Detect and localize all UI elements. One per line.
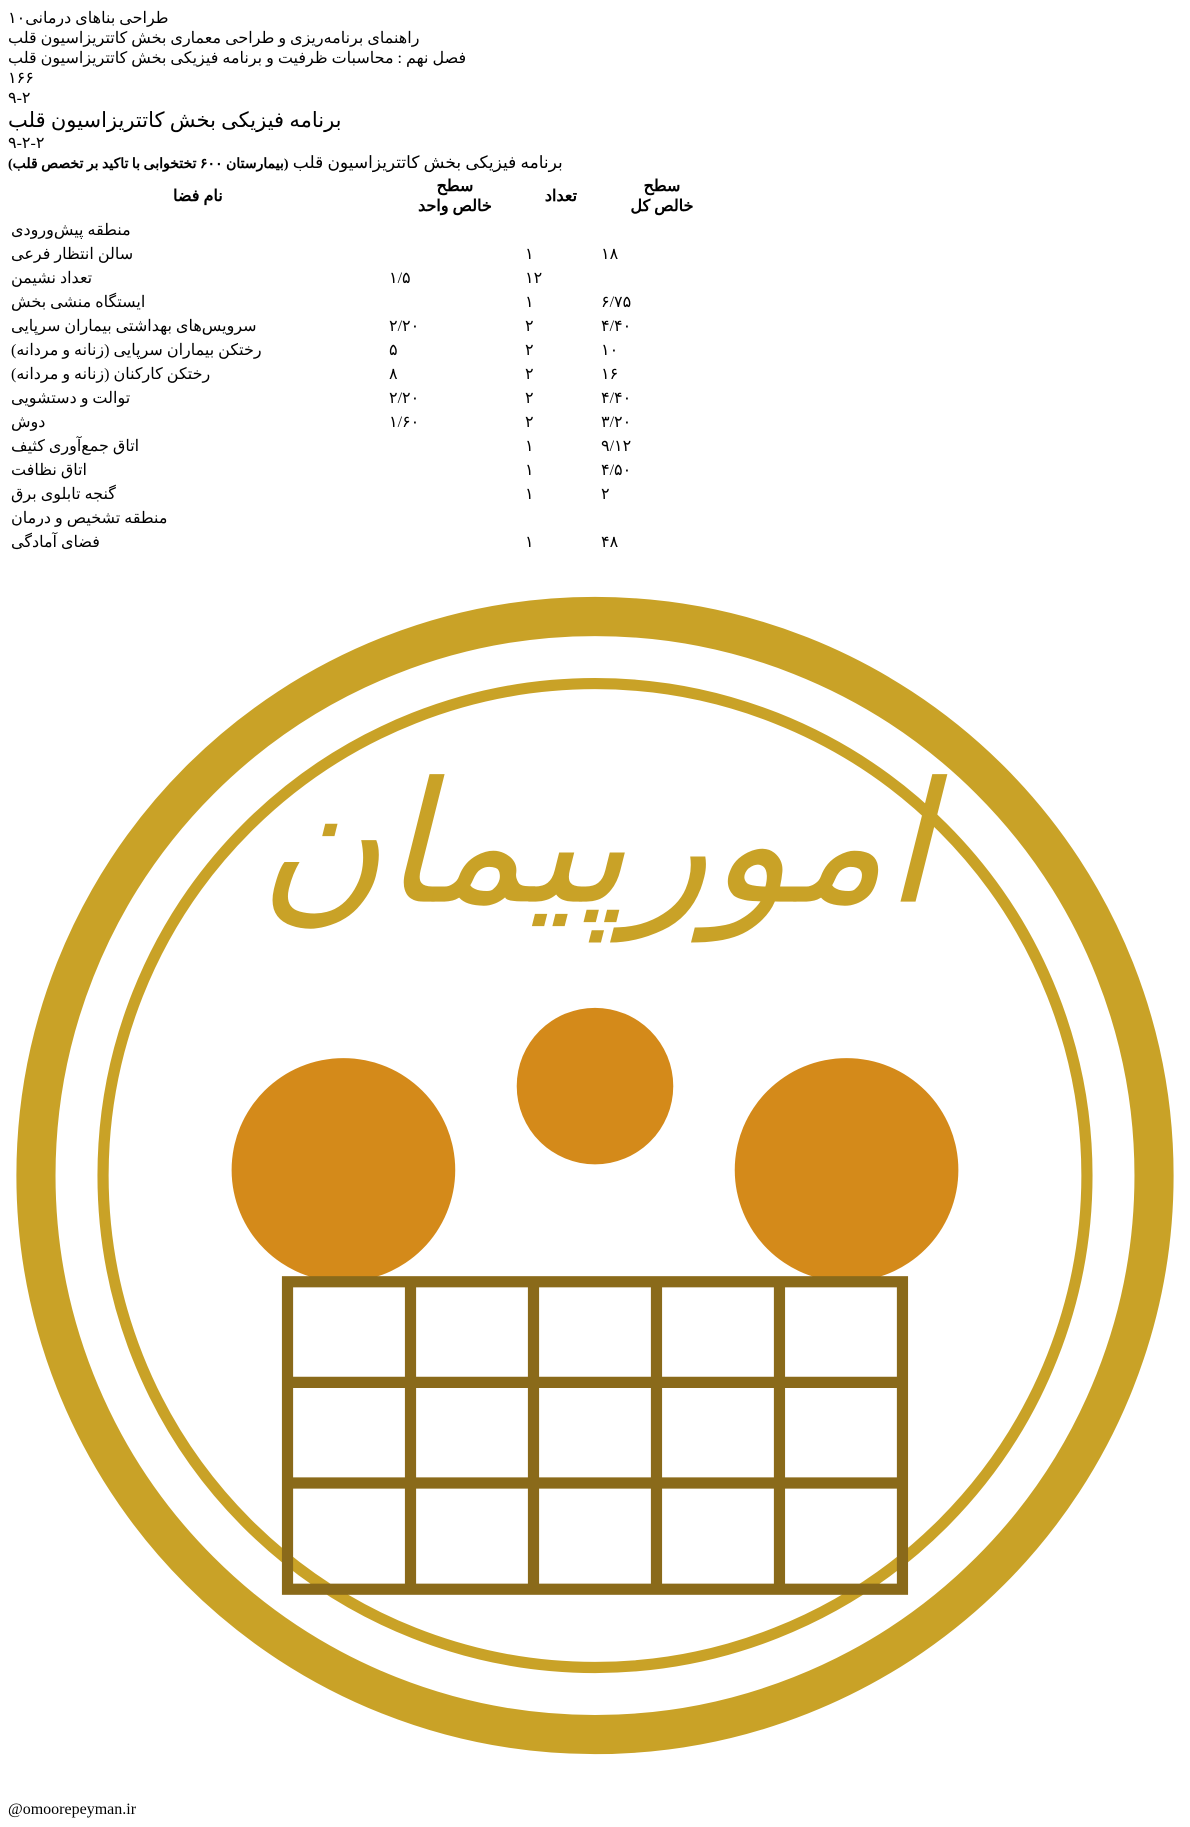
table-row (10, 363, 724, 385)
space-count: ۲ (525, 366, 534, 383)
space-count: ۱ (525, 438, 534, 455)
zone-title: منطقه پیش‌ورودی (11, 222, 131, 239)
header-total-area-line1: سطح (643, 178, 681, 195)
header-total-area-line2: خالص کل (630, 198, 694, 215)
space-name: دوش (11, 414, 46, 431)
volume-number: ۱۰ (8, 10, 26, 27)
table-row (10, 411, 724, 433)
unit-area (388, 531, 522, 553)
header-unit-area (388, 175, 522, 217)
total-area: ۴/۴۰ (601, 318, 632, 335)
unit-area: ۲/۲۰ (389, 390, 420, 407)
table-row (10, 267, 724, 289)
space-name: اتاق نظافت (11, 462, 87, 479)
section-title: برنامه فیزیکی بخش کاتتریزاسیون قلب (8, 108, 342, 132)
space-count: ۲ (525, 318, 534, 335)
table-row (10, 531, 724, 553)
total-area (600, 267, 724, 289)
header-unit-area-line2: خالص واحد (418, 198, 492, 215)
total-area: ۱۸ (601, 246, 619, 263)
watermark-grid (288, 1282, 903, 1589)
unit-area: ۱/۵ (389, 270, 411, 287)
space-name: سرویس‌های بهداشتی بیماران سرپایی (11, 318, 257, 335)
space-count: ۱ (525, 534, 534, 551)
subsection-title-main: برنامه فیزیکی بخش کاتتریزاسیون قلب (292, 153, 563, 172)
space-count: ۱۲ (525, 270, 543, 287)
book-title: راهنمای برنامه‌ریزی و طراحی معماری بخش کاتتریزاسیون قلب (8, 30, 420, 47)
book-series-title: طراحی بناهای درمانی (25, 10, 169, 27)
space-count: ۱ (525, 246, 534, 263)
unit-area (388, 243, 522, 265)
header-space-name: نام فضا (173, 188, 223, 205)
table-row (10, 243, 724, 265)
space-name: ایستگاه منشی بخش (11, 294, 146, 311)
space-name: فضای آمادگی (11, 534, 100, 551)
unit-area: ۸ (389, 366, 398, 383)
space-count: ۲ (525, 390, 534, 407)
space-count: ۲ (525, 342, 534, 359)
space-name: سالن انتظار فرعی (11, 246, 134, 263)
watermark-gears (232, 1008, 959, 1282)
total-area: ۴۸ (601, 534, 619, 551)
total-area: ۲ (601, 486, 610, 503)
table-header-row (10, 175, 724, 217)
header-count: تعداد (544, 188, 578, 205)
space-name: گنجه تابلوی برق (11, 486, 116, 503)
zone-title: منطقه تشخیص و درمان (11, 510, 168, 527)
unit-area (388, 459, 522, 481)
running-header (8, 8, 1182, 68)
space-count: ۱ (525, 294, 534, 311)
total-area: ۹/۱۲ (601, 438, 632, 455)
volume-badge (8, 10, 25, 27)
total-area: ۴/۵۰ (601, 462, 632, 479)
space-program-table (8, 173, 726, 555)
subsection-title-note: (بیمارستان ۶۰۰ تختخوابی با تاکید بر تخصص قلب) (8, 157, 289, 172)
total-area: ۳/۲۰ (601, 414, 632, 431)
unit-area (388, 483, 522, 505)
table-row (10, 435, 724, 457)
page-number: ۱۶۶ (8, 70, 34, 87)
table-row (10, 387, 724, 409)
total-area: ۱۶ (601, 366, 619, 383)
chapter-title: فصل نهم : محاسبات ظرفیت و برنامه فیزیکی بخش کاتتریزاسیون قلب (8, 50, 467, 67)
subsection-number: ۹-۲-۲ (8, 135, 45, 152)
table-row (10, 315, 724, 337)
subsection-title (8, 153, 1182, 173)
table-row (10, 339, 724, 361)
table-row (10, 483, 724, 505)
book-series-line (8, 8, 1182, 28)
total-area: ۱۰ (601, 342, 619, 359)
table-row (10, 459, 724, 481)
header-total-area (600, 175, 724, 217)
space-name: توالت و دستشویی (11, 390, 131, 407)
watermark-url: @omoorepeyman.ir (8, 1801, 137, 1819)
watermark-logo (8, 555, 1182, 1796)
space-name: تعداد نشیمن (11, 270, 93, 287)
space-count: ۱ (525, 462, 534, 479)
zone-row (10, 219, 724, 241)
total-area: ۴/۴۰ (601, 390, 632, 407)
unit-area (388, 435, 522, 457)
watermark-logo-text: امورپیمان (258, 745, 932, 942)
space-name: اتاق جمع‌آوری کثیف (11, 438, 140, 455)
section-number: ۹-۲ (8, 90, 31, 107)
unit-area (388, 291, 522, 313)
header-unit-area-line1: سطح (436, 178, 474, 195)
zone-row (10, 507, 724, 529)
unit-area: ۱/۶۰ (389, 414, 420, 431)
space-count: ۱ (525, 486, 534, 503)
table-row (10, 291, 724, 313)
unit-area: ۵ (389, 342, 398, 359)
unit-area: ۲/۲۰ (389, 318, 420, 335)
space-count: ۲ (525, 414, 534, 431)
total-area: ۶/۷۵ (601, 294, 632, 311)
space-name: رختکن کارکنان (زنانه و مردانه) (11, 366, 211, 383)
space-name: رختکن بیماران سرپایی (زنانه و مردانه) (11, 342, 262, 359)
